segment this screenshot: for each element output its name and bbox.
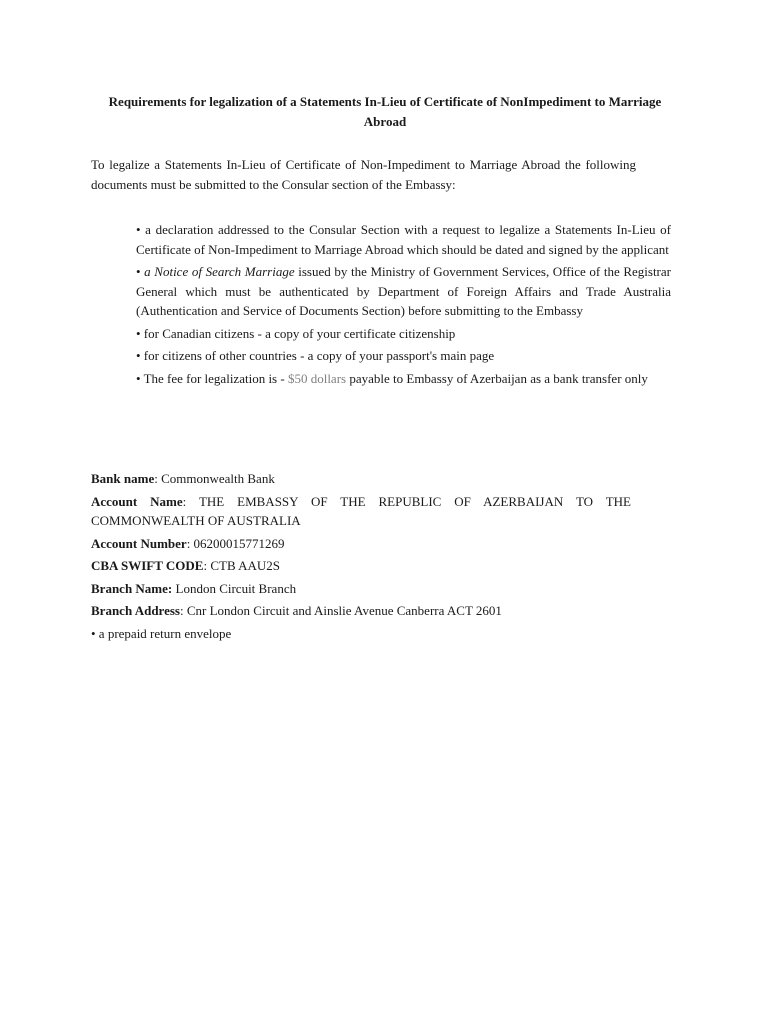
branch-address-label: Branch Address (91, 603, 180, 618)
return-envelope-item: • a prepaid return envelope (91, 625, 232, 641)
swift-code-label: CBA SWIFT CODE (91, 558, 204, 573)
swift-code-line (91, 556, 631, 576)
requirement-other-citizens: • for citizens of other countries - a copy of your passport's main page (136, 348, 495, 363)
fee-amount: $50 dollars (287, 370, 347, 386)
account-name-label: Account Name (91, 493, 183, 509)
notice-of-search-title: a Notice of Search Marriage (144, 264, 295, 279)
account-name-line (91, 492, 631, 531)
document-title: Requirements for legalization of a Statements In-Lieu of Certificate of NonImpediment to Marriage Abroad (108, 94, 662, 129)
fee-text-pre: • The fee for legalization is - (136, 370, 288, 386)
swift-code-value: : CTB AAU2S (203, 558, 281, 573)
intro-paragraph: To legalize a Statements In-Lieu of Certificate of Non-Impediment to Marriage Abroad the following documents must be submitted to the Consular section of the Embassy: (91, 157, 636, 192)
account-number-label: Account Number (91, 535, 187, 551)
bank-name-value: : Commonwealth Bank (154, 471, 275, 486)
requirement-fee (136, 369, 671, 389)
branch-address-line (91, 601, 631, 621)
branch-name-line (91, 579, 631, 599)
requirement-canadian-citizens: • for Canadian citizens - a copy of your certificate citizenship (136, 325, 456, 341)
fee-text-post: payable to Embassy of Azerbaijan as a bank transfer only (346, 370, 648, 386)
bank-name-line (91, 469, 631, 489)
bank-name-label: Bank name (91, 471, 155, 486)
account-name-value: : THE EMBASSY OF THE REPUBLIC OF AZERBAIJAN TO THE COMMONWEALTH OF AUSTRALIA (91, 493, 631, 528)
requirement-notice-of-search (136, 262, 671, 321)
branch-address-value: : Cnr London Circuit and Ainslie Avenue Canberra ACT 2601 (179, 603, 502, 618)
bank-details (91, 469, 631, 646)
requirement-declaration: • a declaration addressed to the Consular Section with a request to legalize a Statements In-Lieu of Certificate of Non-Impediment to Marriage Abroad which should be dated and signed by the applicant (136, 222, 671, 257)
branch-name-label: Branch Name: (91, 580, 173, 596)
account-number-value: : 06200015771269 (186, 535, 285, 551)
notice-of-search-text: issued by the Ministry of Government Services, Office of the Registrar General which must be authenticated by Department of Foreign Affairs and Trade Australia (Authentication and Service of Documents Section) before submitting to the Embassy (136, 264, 671, 318)
requirements-list (136, 220, 671, 391)
branch-name-value: London Circuit Branch (172, 580, 297, 596)
bullet-marker: • (136, 264, 145, 279)
account-number-line (91, 534, 631, 554)
